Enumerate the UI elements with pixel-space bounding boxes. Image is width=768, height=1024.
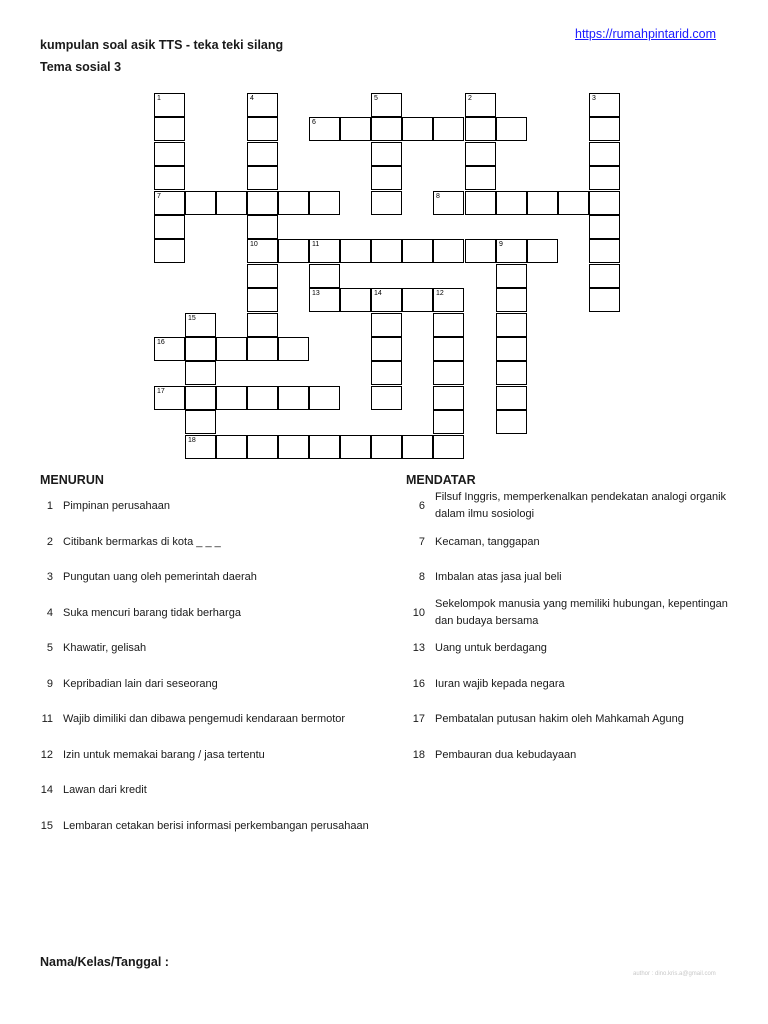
clue-across — [405, 534, 735, 551]
down-clues-heading: MENURUN — [40, 473, 104, 487]
crossword-cell[interactable] — [154, 166, 185, 190]
crossword-cell[interactable] — [527, 191, 558, 215]
crossword-cell[interactable] — [433, 239, 464, 263]
crossword-cell[interactable] — [216, 435, 247, 459]
crossword-cell[interactable] — [278, 239, 309, 263]
website-link[interactable]: https://rumahpintarid.com — [575, 27, 717, 41]
name-class-date-label: Nama/Kelas/Tanggal : — [40, 955, 169, 969]
clue-text: Wajib dimiliki dan dibawa pengemudi kendaraan bermotor — [63, 713, 346, 725]
clue-text: Uang untuk berdagang — [435, 642, 547, 654]
clue-number-label: 3 — [592, 95, 596, 102]
crossword-cell[interactable] — [185, 313, 216, 337]
crossword-cell[interactable] — [371, 93, 402, 117]
clue-text: Khawatir, gelisah — [63, 642, 147, 654]
crossword-cell[interactable] — [433, 361, 464, 385]
clue-number-label: 10 — [250, 241, 258, 248]
clue-across — [405, 747, 735, 764]
clue-down — [33, 676, 218, 693]
crossword-cell[interactable] — [247, 239, 278, 263]
clue-across — [405, 711, 735, 728]
crossword-cell[interactable] — [371, 191, 402, 215]
clue-number: 17 — [412, 713, 425, 725]
crossword-cell[interactable] — [527, 239, 558, 263]
clue-number: 10 — [412, 606, 425, 619]
clue-number-label: 17 — [157, 388, 165, 395]
crossword-cell[interactable] — [154, 386, 185, 410]
clue-number-label: 18 — [188, 437, 196, 444]
crossword-cell[interactable] — [371, 239, 402, 263]
crossword-cell[interactable] — [465, 142, 496, 166]
clue-text: Izin untuk memakai barang / jasa tertentu — [63, 749, 265, 761]
crossword-cell[interactable] — [433, 337, 464, 361]
clue-number: 2 — [46, 536, 53, 548]
clue-number-label: 16 — [157, 339, 165, 346]
crossword-cell[interactable] — [309, 239, 340, 263]
crossword-cell[interactable] — [185, 337, 216, 361]
crossword-cell[interactable] — [154, 117, 185, 141]
crossword-cell[interactable] — [247, 93, 278, 117]
clue-number: 13 — [412, 642, 425, 654]
crossword-cell[interactable] — [340, 288, 371, 312]
clue-across — [405, 569, 735, 586]
clue-number: 18 — [412, 749, 425, 761]
crossword-cell[interactable] — [185, 386, 216, 410]
clue-text: Suka mencuri barang tidak berharga — [63, 607, 241, 619]
crossword-cell[interactable] — [589, 191, 620, 215]
clue-number: 12 — [40, 749, 53, 761]
crossword-cell[interactable] — [371, 117, 402, 141]
clue-number-label: 9 — [499, 241, 503, 248]
crossword-cell[interactable] — [154, 191, 185, 215]
crossword-cell[interactable] — [465, 191, 496, 215]
clue-down — [33, 569, 257, 586]
clue-down — [33, 747, 265, 764]
clue-text: Filsuf Inggris, memperkenalkan pendekatan analogi organik dalam ilmu sosiologi — [435, 491, 727, 520]
crossword-cell[interactable] — [371, 142, 402, 166]
clue-down — [33, 782, 147, 799]
clue-number: 5 — [46, 642, 53, 654]
crossword-cell[interactable] — [496, 361, 527, 385]
crossword-cell[interactable] — [340, 117, 371, 141]
clue-number-label: 13 — [312, 290, 320, 297]
crossword-cell[interactable] — [496, 117, 527, 141]
crossword-cell[interactable] — [589, 166, 620, 190]
crossword-cell[interactable] — [465, 239, 496, 263]
crossword-cell[interactable] — [496, 239, 527, 263]
clue-number-label: 6 — [312, 119, 316, 126]
crossword-cell[interactable] — [465, 117, 496, 141]
clue-down — [33, 711, 345, 728]
crossword-cell[interactable] — [185, 191, 216, 215]
crossword-cell[interactable] — [433, 288, 464, 312]
crossword-cell[interactable] — [589, 117, 620, 141]
clue-text: Kepribadian lain dari seseorang — [63, 678, 218, 690]
crossword-cell[interactable] — [278, 386, 309, 410]
crossword-cell[interactable] — [154, 215, 185, 239]
clue-number-label: 5 — [374, 95, 378, 102]
crossword-cell[interactable] — [309, 117, 340, 141]
clue-down — [33, 818, 369, 835]
clue-text: Citibank bermarkas di kota _ _ _ — [63, 536, 221, 548]
crossword-cell[interactable] — [433, 191, 464, 215]
clue-number-label: 8 — [436, 193, 440, 200]
clue-number-label: 14 — [374, 290, 382, 297]
clue-across — [405, 596, 735, 630]
crossword-cell[interactable] — [433, 117, 464, 141]
crossword-cell[interactable] — [309, 191, 340, 215]
crossword-cell[interactable] — [309, 288, 340, 312]
crossword-cell[interactable] — [185, 435, 216, 459]
crossword-cell[interactable] — [247, 288, 278, 312]
clue-text: Iuran wajib kepada negara — [435, 678, 565, 690]
crossword-cell[interactable] — [247, 435, 278, 459]
crossword-cell[interactable] — [496, 313, 527, 337]
crossword-cell[interactable] — [433, 313, 464, 337]
crossword-cell[interactable] — [154, 142, 185, 166]
clue-number: 4 — [46, 607, 53, 619]
clue-number: 14 — [40, 784, 53, 796]
crossword-cell[interactable] — [496, 288, 527, 312]
crossword-cell[interactable] — [278, 191, 309, 215]
clue-number: 7 — [418, 536, 425, 548]
author-credit: author : dino.kris.a@gmail.com — [633, 971, 716, 977]
crossword-cell[interactable] — [589, 142, 620, 166]
clue-number-label: 11 — [312, 241, 320, 248]
crossword-cell[interactable] — [371, 288, 402, 312]
clue-number-label: 2 — [468, 95, 472, 102]
clue-number-label: 7 — [157, 193, 161, 200]
clue-number: 16 — [412, 678, 425, 690]
clue-text: Lawan dari kredit — [63, 784, 147, 796]
crossword-cell[interactable] — [496, 386, 527, 410]
crossword-cell[interactable] — [371, 386, 402, 410]
crossword-cell[interactable] — [371, 435, 402, 459]
clue-text: Pimpinan perusahaan — [63, 500, 171, 512]
crossword-cell[interactable] — [465, 166, 496, 190]
clue-number: 9 — [46, 678, 53, 690]
clue-down — [33, 534, 221, 551]
crossword-cell[interactable] — [247, 215, 278, 239]
clue-text: Pembauran dua kebudayaan — [435, 749, 577, 761]
clue-number: 3 — [46, 571, 53, 583]
crossword-cell[interactable] — [496, 191, 527, 215]
clue-down — [33, 498, 170, 515]
crossword-cell[interactable] — [309, 386, 340, 410]
clue-number-label: 12 — [436, 290, 444, 297]
crossword-cell[interactable] — [433, 386, 464, 410]
crossword-cell[interactable] — [371, 361, 402, 385]
crossword-cell[interactable] — [247, 191, 278, 215]
page-title: kumpulan soal asik TTS - teka teki silang — [40, 38, 284, 52]
crossword-cell[interactable] — [402, 117, 433, 141]
clue-number: 8 — [418, 571, 425, 583]
crossword-cell[interactable] — [589, 93, 620, 117]
clue-number-label: 1 — [157, 95, 161, 102]
crossword-cell[interactable] — [154, 93, 185, 117]
crossword-cell[interactable] — [216, 386, 247, 410]
page-subtitle: Tema sosial 3 — [40, 60, 122, 74]
crossword-cell[interactable] — [371, 166, 402, 190]
clue-text: Pungutan uang oleh pemerintah daerah — [63, 571, 257, 583]
crossword-cell[interactable] — [402, 239, 433, 263]
clue-text: Imbalan atas jasa jual beli — [435, 571, 562, 583]
clue-number: 1 — [46, 500, 53, 512]
clue-across — [405, 489, 735, 523]
across-clues-heading: MENDATAR — [406, 473, 476, 487]
crossword-cell[interactable] — [278, 337, 309, 361]
crossword-cell[interactable] — [247, 142, 278, 166]
clue-across — [405, 676, 735, 693]
crossword-cell[interactable] — [465, 93, 496, 117]
crossword-cell[interactable] — [496, 264, 527, 288]
clue-text: Lembaran cetakan berisi informasi perkembangan perusahaan — [63, 820, 369, 832]
crossword-cell[interactable] — [371, 313, 402, 337]
crossword-cell[interactable] — [496, 337, 527, 361]
clue-down — [33, 640, 146, 657]
crossword-cell[interactable] — [340, 435, 371, 459]
clue-number: 15 — [40, 820, 53, 832]
crossword-cell[interactable] — [247, 166, 278, 190]
crossword-cell[interactable] — [589, 264, 620, 288]
clue-number-label: 4 — [250, 95, 254, 102]
crossword-cell[interactable] — [154, 337, 185, 361]
crossword-cell[interactable] — [247, 337, 278, 361]
crossword-cell[interactable] — [340, 239, 371, 263]
crossword-cell[interactable] — [154, 239, 185, 263]
clue-text: Sekelompok manusia yang memiliki hubungan, kepentingan dan budaya bersama — [435, 598, 728, 627]
crossword-cell[interactable] — [589, 288, 620, 312]
clue-number: 11 — [41, 713, 53, 725]
crossword-cell[interactable] — [247, 117, 278, 141]
crossword-cell[interactable] — [589, 215, 620, 239]
crossword-cell[interactable] — [185, 361, 216, 385]
clue-text: Kecaman, tanggapan — [435, 536, 540, 548]
crossword-cell[interactable] — [589, 239, 620, 263]
crossword-cell[interactable] — [216, 191, 247, 215]
crossword-cell[interactable] — [309, 264, 340, 288]
crossword-cell[interactable] — [433, 435, 464, 459]
crossword-cell[interactable] — [185, 410, 216, 434]
crossword-cell[interactable] — [247, 313, 278, 337]
crossword-cell[interactable] — [558, 191, 589, 215]
crossword-cell[interactable] — [278, 435, 309, 459]
clue-down — [33, 605, 241, 622]
clue-number: 6 — [418, 499, 425, 512]
crossword-cell[interactable] — [309, 435, 340, 459]
clue-text: Pembatalan putusan hakim oleh Mahkamah Agung — [435, 713, 684, 725]
crossword-cell[interactable] — [433, 410, 464, 434]
clue-across — [405, 640, 735, 657]
clue-number-label: 15 — [188, 315, 196, 322]
crossword-cell[interactable] — [247, 386, 278, 410]
crossword-cell[interactable] — [402, 288, 433, 312]
crossword-cell[interactable] — [371, 337, 402, 361]
crossword-cell[interactable] — [247, 264, 278, 288]
crossword-cell[interactable] — [402, 435, 433, 459]
crossword-cell[interactable] — [496, 410, 527, 434]
crossword-cell[interactable] — [216, 337, 247, 361]
